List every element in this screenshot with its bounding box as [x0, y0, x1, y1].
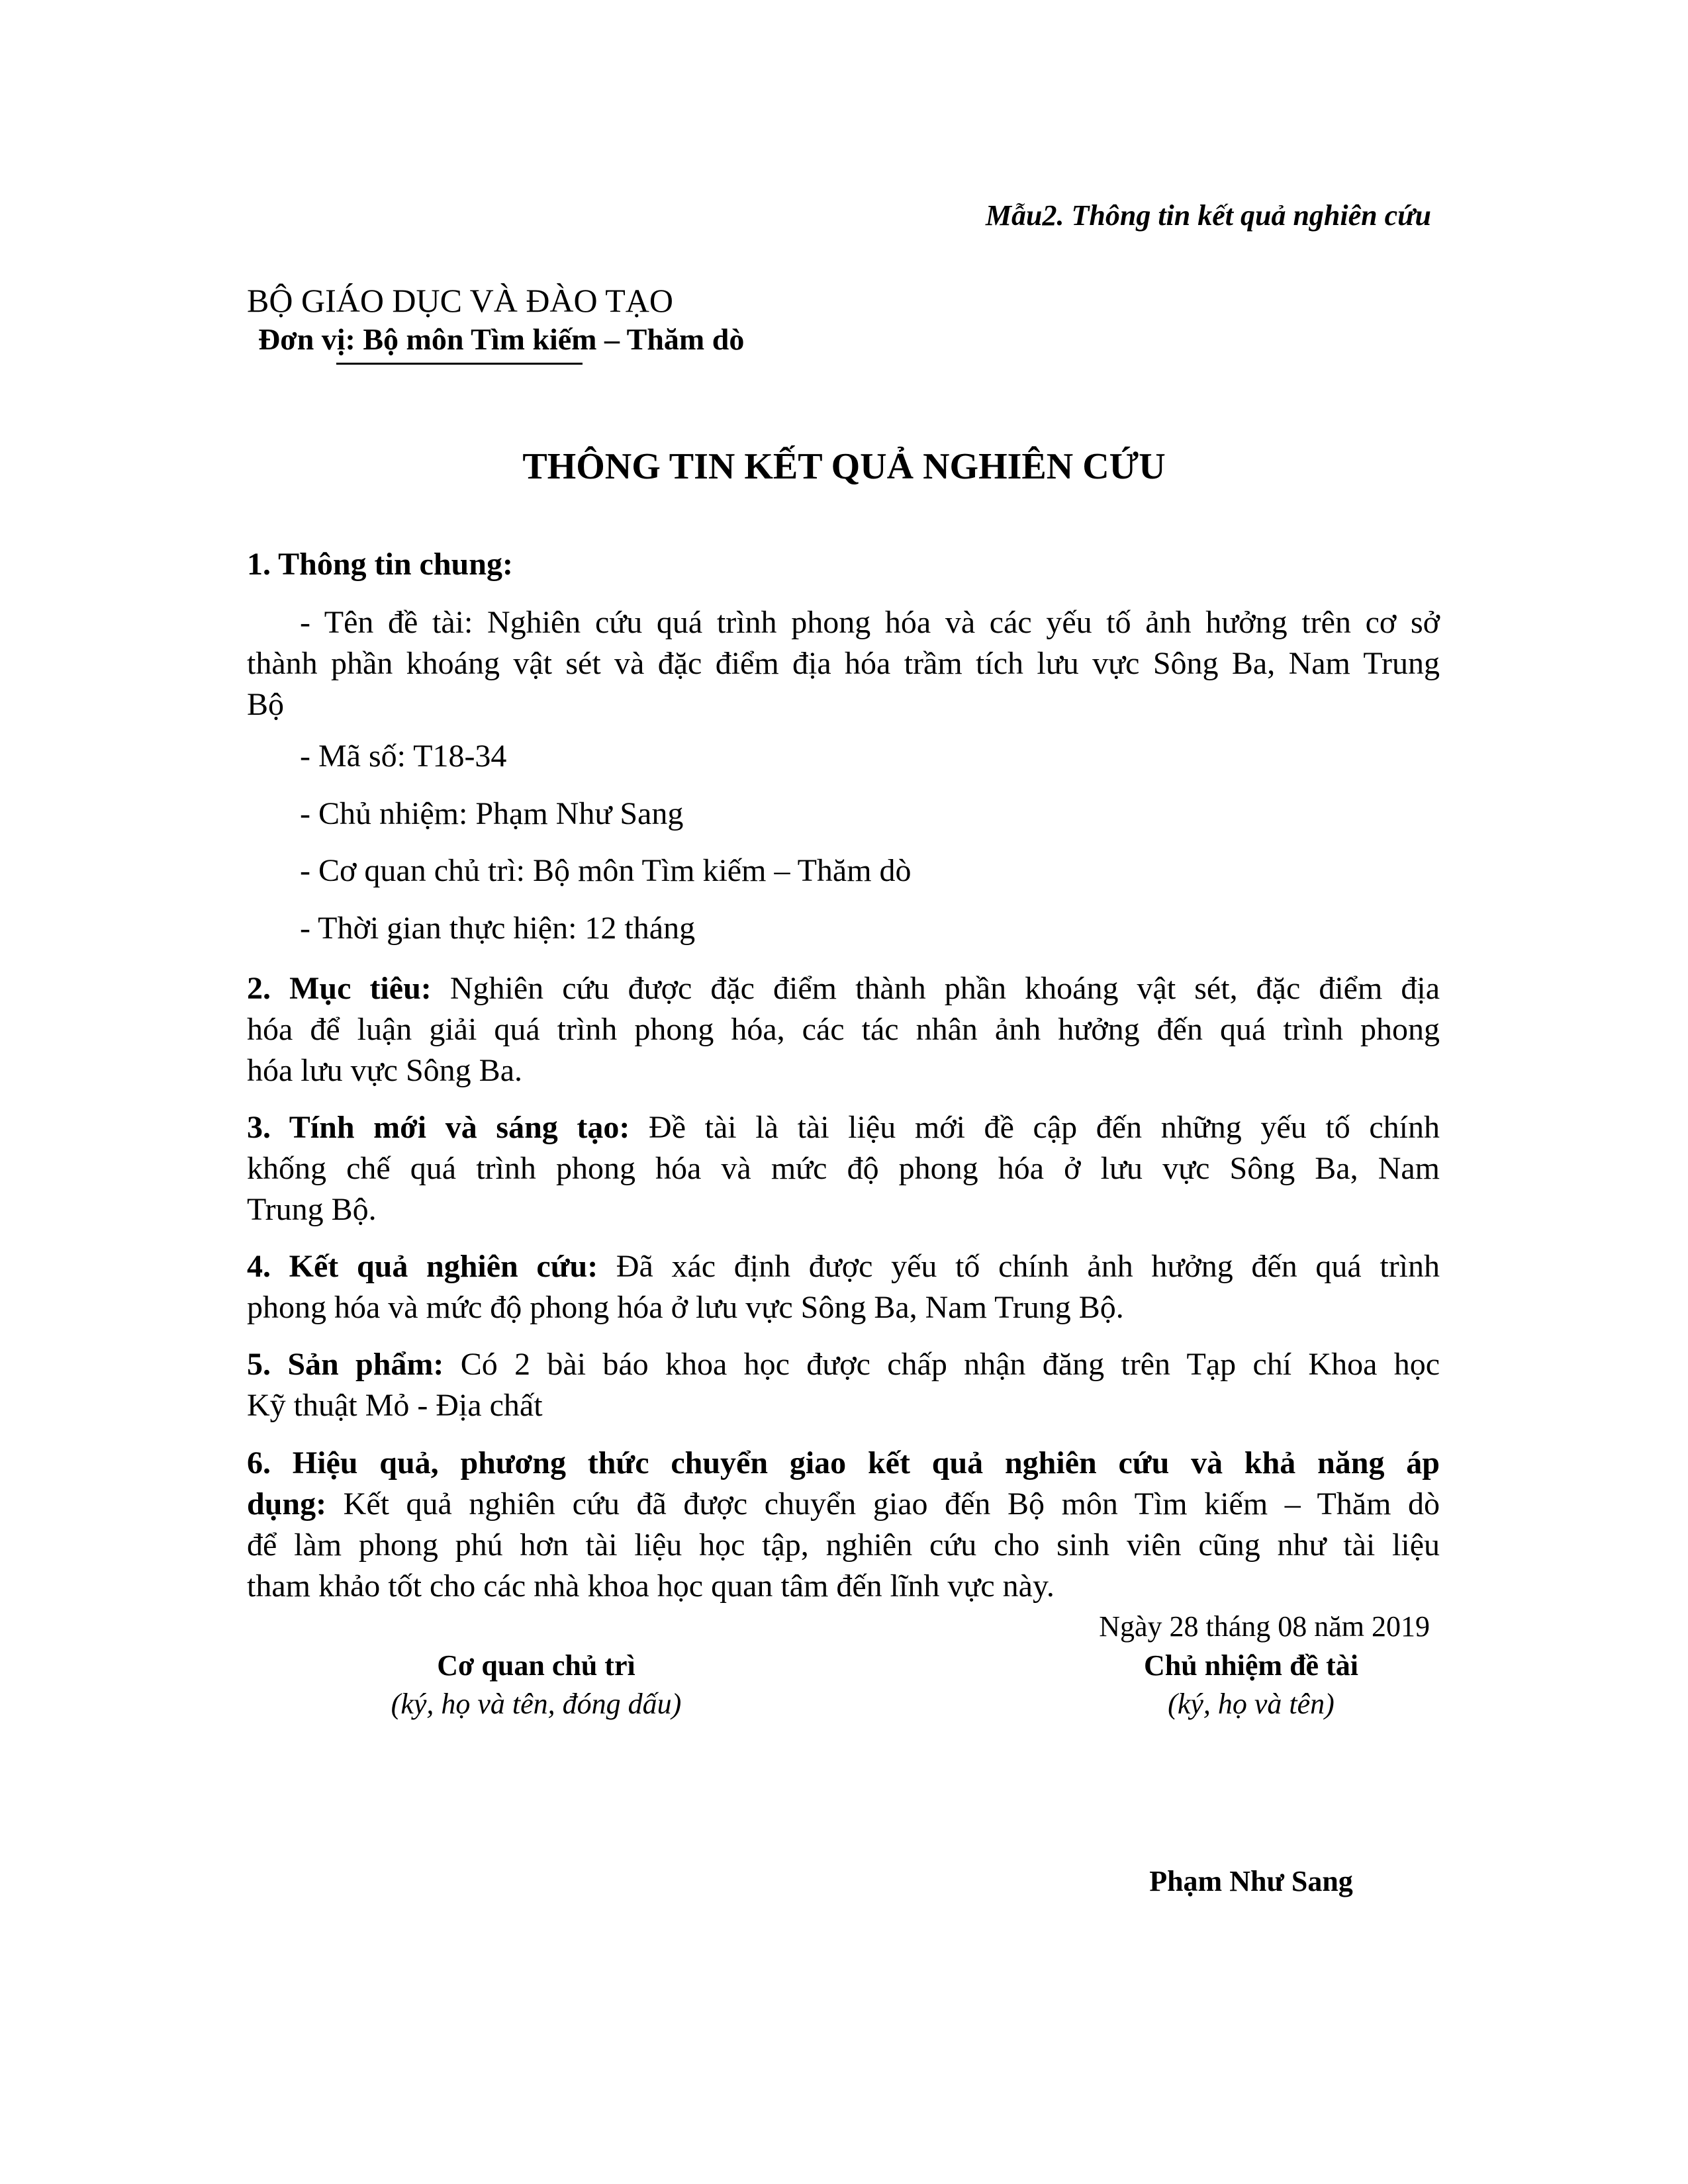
section6-text: để làm phong phú hơn tài liệu học tập, nghiên cứu cho sinh viên cũng như tài liệu [247, 1527, 1440, 1563]
section4 [247, 1246, 1440, 1328]
section5-heading: 5. Sản phẩm: [247, 1347, 444, 1382]
section5-text: Có 2 bài báo khoa học được chấp nhận đăng trên Tạp chí Khoa học [460, 1347, 1440, 1382]
section6-heading: dụng: [247, 1486, 327, 1522]
signature-host [305, 1647, 768, 1723]
section3-text: khống chế quá trình phong hóa và mức độ phong hóa ở lưu vực Sông Ba, Nam [247, 1151, 1440, 1186]
section5 [247, 1344, 1440, 1426]
section4-text: Đã xác định được yếu tố chính ảnh hưởng đến quá trình [616, 1249, 1440, 1284]
project-leader: - Chủ nhiệm: Phạm Như Sang [300, 796, 684, 831]
section2 [247, 968, 1440, 1091]
document-title: THÔNG TIN KẾT QUẢ NGHIÊN CỨU [522, 446, 1166, 487]
section2-text: hóa để luận giải quá trình phong hóa, các tác nhân ảnh hưởng đến quá trình phong [247, 1012, 1440, 1047]
unit-name: Đơn vị: Bộ môn Tìm kiếm – Thăm dò [258, 322, 745, 356]
ministry-name: BỘ GIÁO DỤC VÀ ĐÀO TẠO [247, 282, 673, 319]
section1-heading: 1. Thông tin chung: [247, 547, 513, 582]
section2-heading: 2. Mục tiêu: [247, 971, 432, 1006]
topic-line: - Tên đề tài: Nghiên cứu quá trình phong hóa và các yếu tố ảnh hưởng trên cơ sở [300, 605, 1440, 640]
section5-text: Kỹ thuật Mỏ - Địa chất [247, 1388, 543, 1423]
section3-heading: 3. Tính mới và sáng tạo: [247, 1110, 630, 1145]
host-signature-title: Cơ quan chủ trì [437, 1649, 635, 1682]
unit-underline [336, 363, 583, 365]
section3 [247, 1107, 1440, 1230]
section3-text: Đề tài là tài liệu mới đề cập đến những yếu tố chính [649, 1110, 1440, 1145]
project-code: - Mã số: T18-34 [300, 739, 507, 774]
section4-heading: 4. Kết quả nghiên cứu: [247, 1249, 598, 1284]
section6-text: Kết quả nghiên cứu đã được chuyển giao đến Bộ môn Tìm kiếm – Thăm dò [343, 1486, 1440, 1522]
section6 [247, 1443, 1440, 1607]
signature-date: Ngày 28 tháng 08 năm 2019 [1099, 1610, 1430, 1643]
leader-signature-note: (ký, họ và tên) [1168, 1688, 1335, 1720]
section3-text: Trung Bộ. [247, 1192, 377, 1227]
section1-topic [247, 602, 1440, 725]
section2-text: hóa lưu vực Sông Ba. [247, 1053, 522, 1088]
section2-text: Nghiên cứu được đặc điểm thành phần khoáng vật sét, đặc điểm địa [449, 971, 1440, 1006]
section6-heading: 6. Hiệu quả, phương thức chuyển giao kết quả nghiên cứu và khả năng áp [247, 1445, 1440, 1480]
section6-text: tham khảo tốt cho các nhà khoa học quan tâm đến lĩnh vực này. [247, 1569, 1055, 1604]
host-agency: - Cơ quan chủ trì: Bộ môn Tìm kiếm – Thăm dò [300, 853, 912, 888]
leader-name: Phạm Như Sang [1149, 1865, 1353, 1897]
host-signature-note: (ký, họ và tên, đóng dấu) [391, 1688, 682, 1720]
form-label: Mẫu2. Thông tin kết quả nghiên cứu [985, 199, 1431, 232]
topic-line: thành phần khoáng vật sét và đặc điểm địa hóa trầm tích lưu vực Sông Ba, Nam Trung [247, 646, 1440, 681]
project-duration: - Thời gian thực hiện: 12 tháng [300, 911, 696, 946]
section4-text: phong hóa và mức độ phong hóa ở lưu vực Sông Ba, Nam Trung Bộ. [247, 1290, 1124, 1325]
topic-line: Bộ [247, 687, 285, 722]
signature-leader [1019, 1647, 1483, 1723]
leader-signature-title: Chủ nhiệm đề tài [1144, 1649, 1358, 1682]
